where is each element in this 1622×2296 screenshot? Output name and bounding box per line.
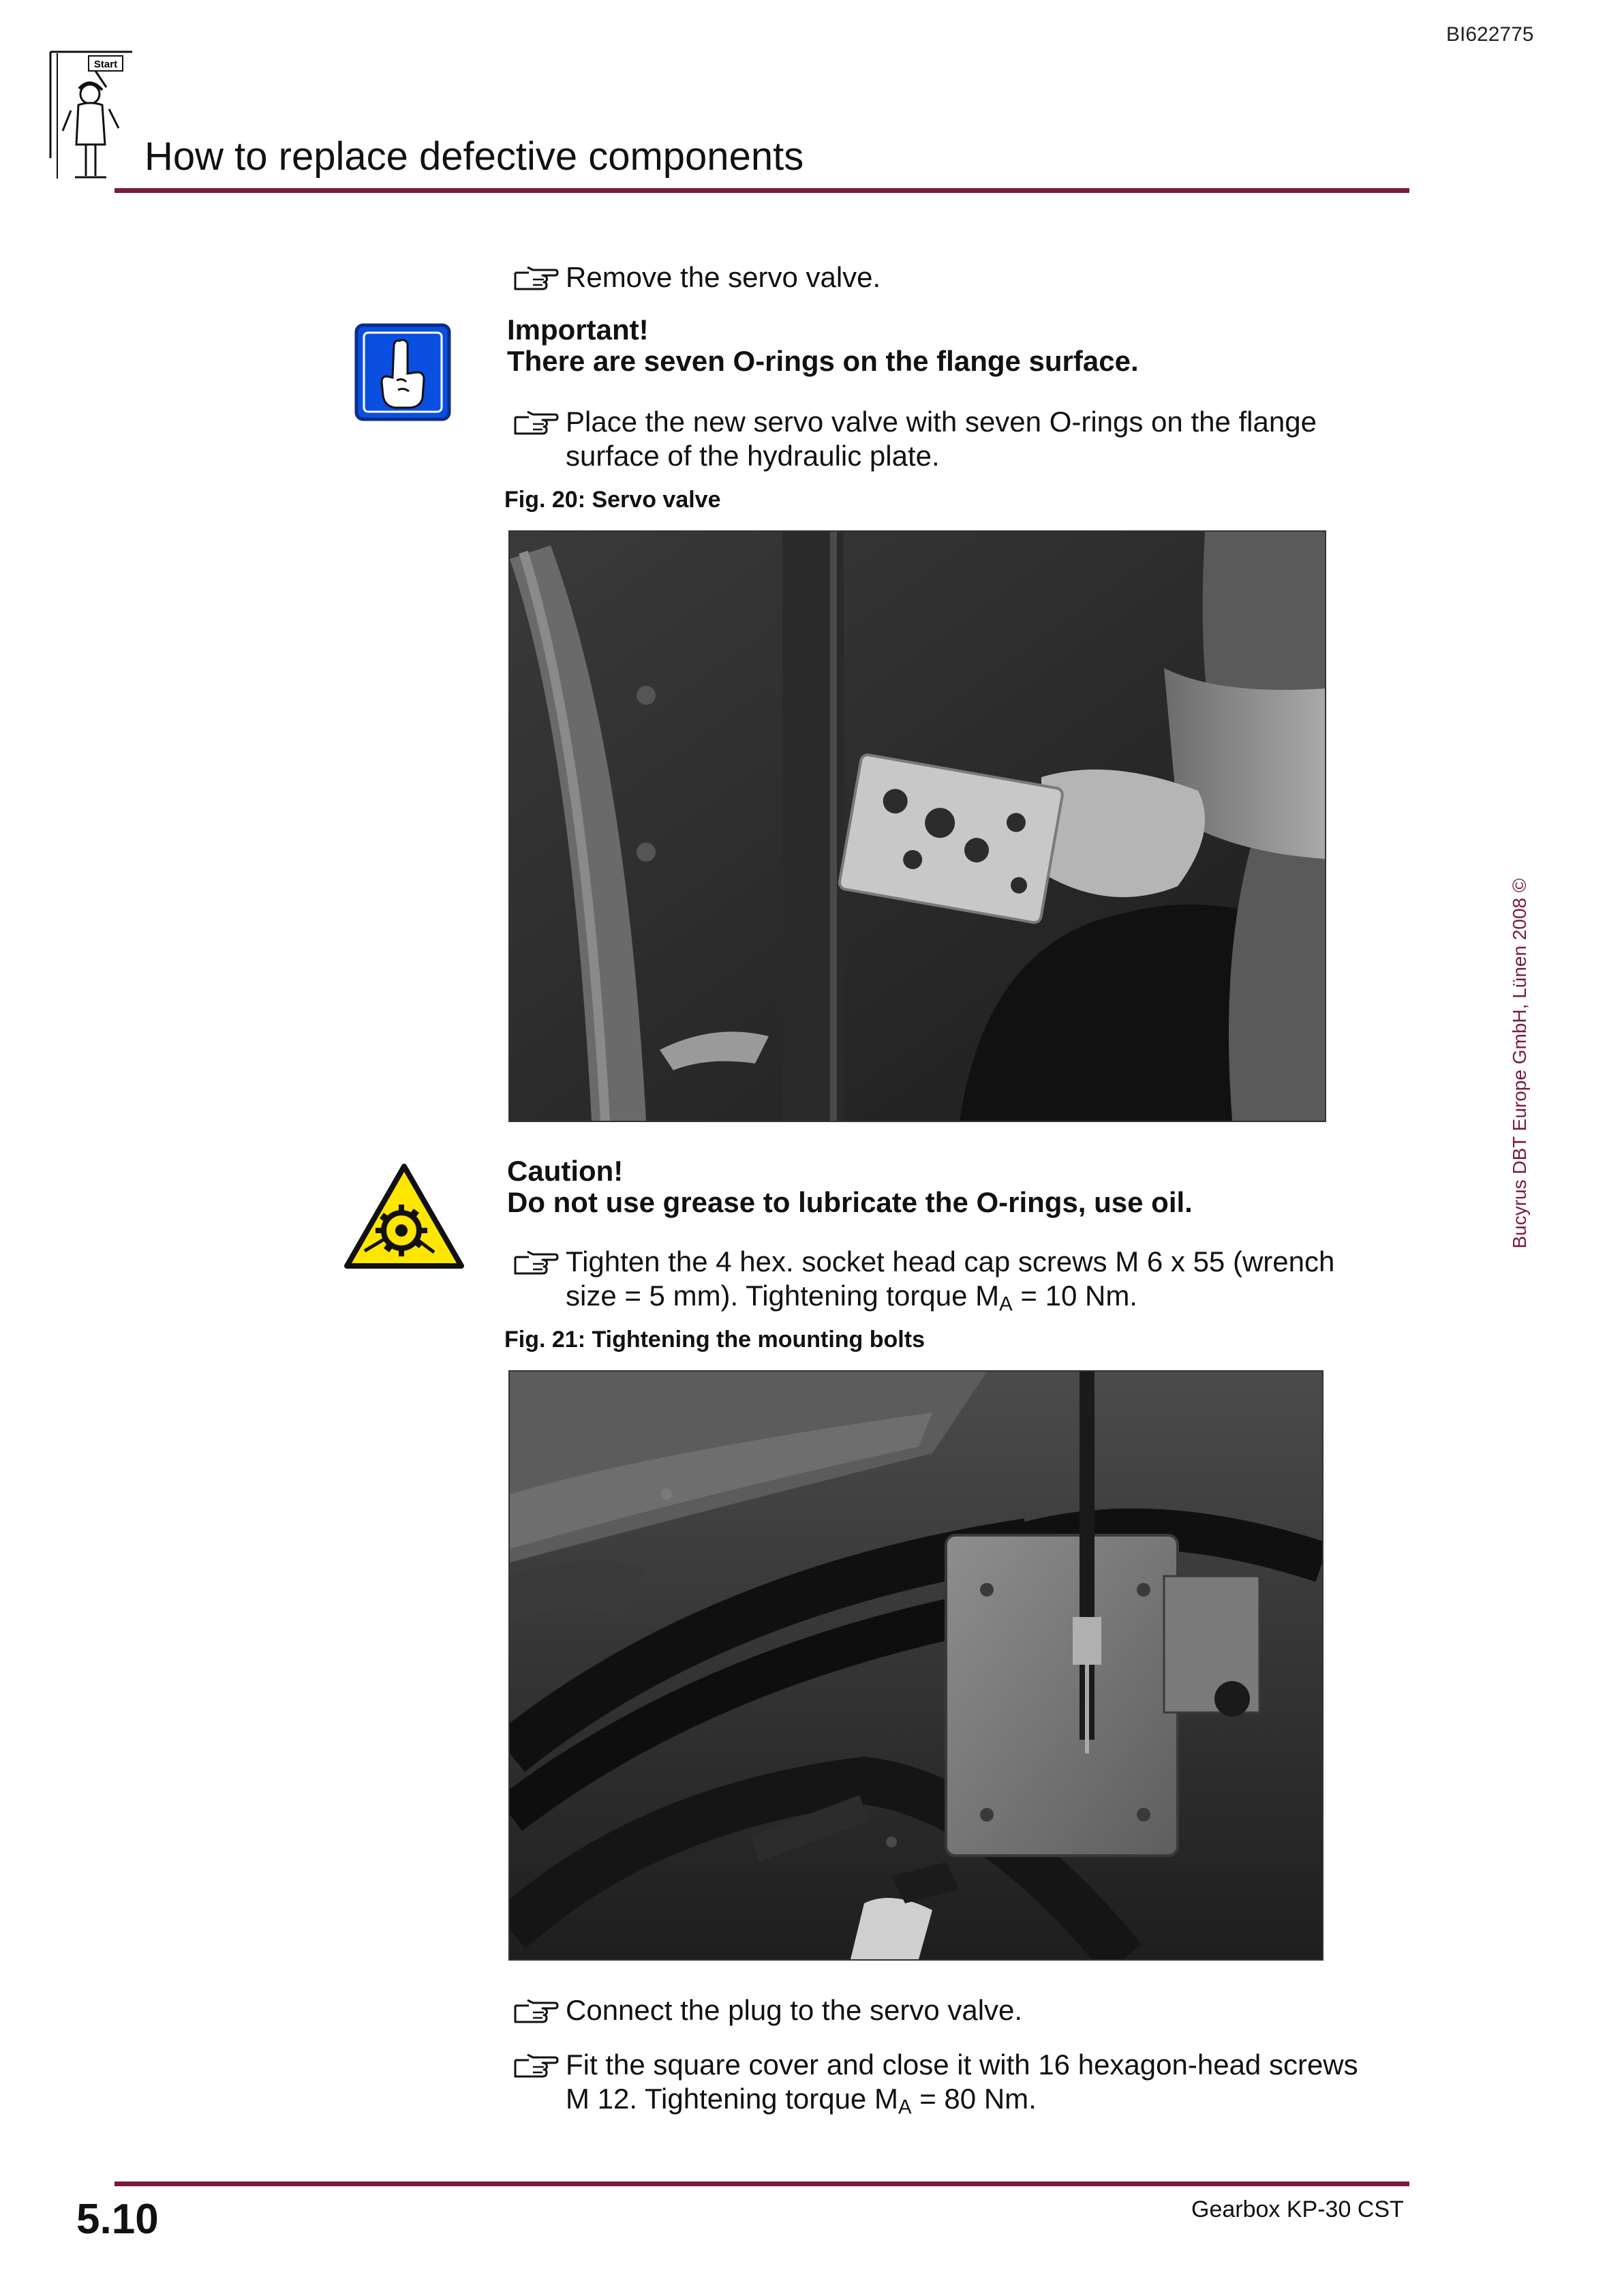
figure-caption-21: Fig. 21: Tightening the mounting bolts: [504, 1327, 925, 1353]
step-place-servo-valve: [512, 405, 1398, 473]
servo-valve-photo: [508, 530, 1326, 1122]
step-text: Remove the servo valve.: [566, 261, 881, 293]
gear-warning-icon: [344, 1162, 464, 1270]
footer-rule: [114, 2181, 1409, 2186]
caution-text: Do not use grease to lubricate the O-rings, use oil.: [507, 1186, 1193, 1218]
step-fit-cover: [512, 2048, 1398, 2124]
footer-title: Gearbox KP-30 CST: [1191, 2196, 1404, 2222]
page-number: 5.10: [76, 2196, 159, 2243]
raised-finger-icon: [354, 323, 451, 421]
pointing-hand-icon: [512, 409, 559, 438]
step-text: Connect the plug to the servo valve.: [566, 1994, 1023, 2026]
copyright-notice: Bucyrus DBT Europe GmbH, Lünen 2008 ©: [1509, 878, 1530, 1249]
figure-caption-20: Fig. 20: Servo valve: [504, 487, 721, 513]
step-remove-servo-valve: [512, 260, 1398, 294]
mounting-bolts-photo: [508, 1370, 1323, 1961]
step-text: Place the new servo valve with seven O-rings on the flange surface of the hydraulic plate.: [566, 406, 1317, 472]
step-connect-plug: [512, 1993, 1398, 2027]
start-person-icon: [48, 49, 136, 185]
important-title: Important!: [507, 314, 649, 346]
pointing-hand-icon: [512, 265, 559, 293]
step-tighten-screws: [512, 1245, 1398, 1321]
document-id: BI622775: [1446, 23, 1534, 46]
pointing-hand-icon: [512, 1997, 559, 2026]
step-text: Fit the square cover and close it with 16 hexagon-head screws M 12. Tightening torque $M_A = 80$ Nm.: [566, 2049, 1358, 2119]
pointing-hand-icon: [512, 1249, 559, 1278]
important-text: There are seven O-rings on the flange surface.: [507, 345, 1139, 377]
pointing-hand-icon: [512, 2052, 559, 2081]
caution-title: Caution!: [507, 1155, 624, 1187]
start-label: Start: [93, 59, 118, 70]
page-title: How to replace defective components: [144, 134, 804, 179]
step-text: Tighten the 4 hex. socket head cap screws M 6 x 55 (wrench size = 5 mm). Tightening torque $M_A = 10$ Nm.: [566, 1245, 1335, 1316]
header-rule: [114, 188, 1409, 193]
